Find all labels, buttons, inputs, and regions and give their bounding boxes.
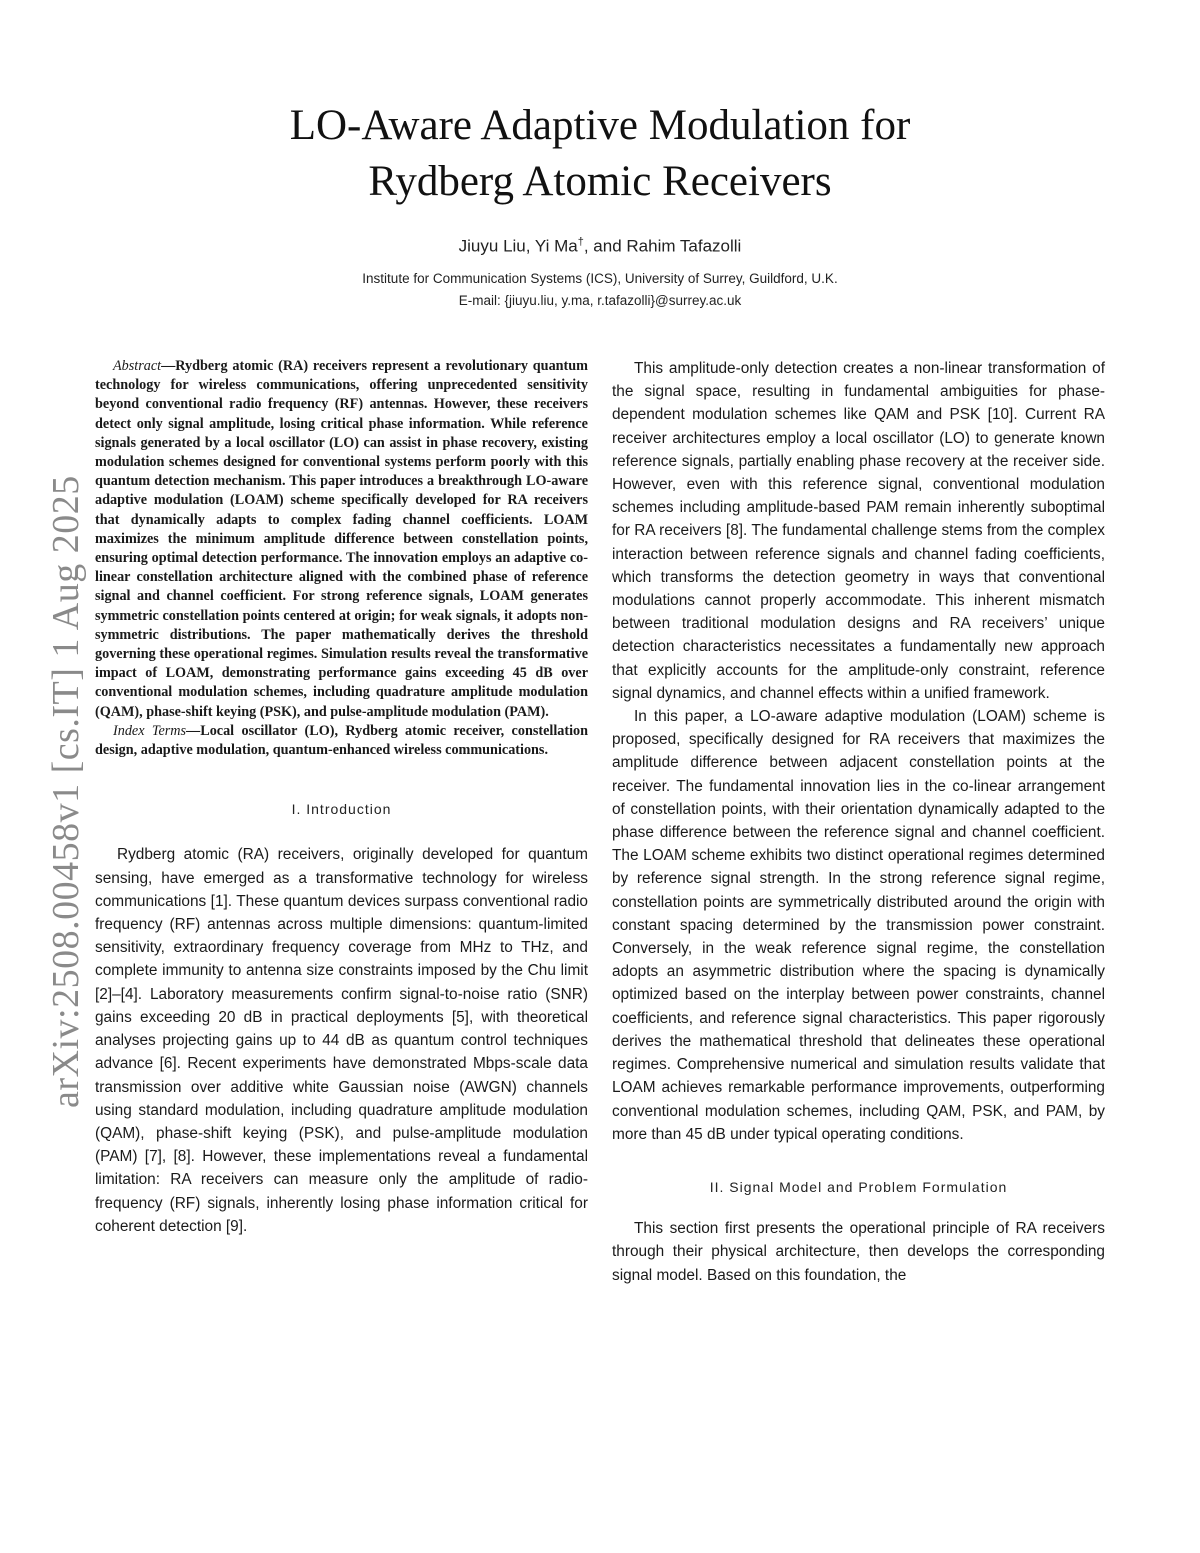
title-line-2: Rydberg Atomic Receivers [368,158,832,205]
index-terms-text: —Local oscillator (LO), Rydberg atomic receiver, constellation design, adaptive modulation, quantum-enhanced wireless communications. [95,722,588,759]
section-heading-introduction: I. Introduction [291,801,392,818]
right-column [612,357,1105,1287]
affiliation-block [150,268,1050,312]
email-line: E-mail: {jiuyu.liu, y.ma, r.tafazolli}@surrey.ac.uk [458,293,742,308]
introduction-paragraph-1: Rydberg atomic (RA) receivers, originally developed for quantum sensing, have emerged as a transformative technology for wireless communications [1]. These quantum devices surpass conventional radio frequency (RF) antennas across multiple dimensions: quantum-limited sensitivity, extraordinary frequency coverage from MHz to THz, and complete immunity to antenna size constraints imposed by the Chu limit [2]–[4]. Laboratory measurements confirm signal-to-noise ratio (SNR) gains exceeding 20 dB in practical deployments [5], with theoretical analyses projecting gains up to 44 dB as quantum control techniques advance [6]. Recent experiments have demonstrated Mbps-scale data transmission over additive white Gaussian noise (AWGN) channels using standard modulation, including quadrature amplitude modulation (QAM), phase-shift keying (PSK), and pulse-amplitude modulation (PAM) [7], [8]. However, these implementations reveal a fundamental limitation: RA receivers can measure only the amplitude of radio-frequency (RF) signals, inherently losing phase information critical for coherent detection [9]. [95,846,588,1235]
section-heading-signal-model: II. Signal Model and Problem Formulation [709,1178,1008,1195]
index-terms-label: Index Terms [113,722,187,739]
corresponding-author-mark: † [577,236,584,248]
left-column [95,357,588,1238]
introduction-paragraph-2: This amplitude-only detection creates a non-linear transformation of the signal space, resulting in fundamental ambiguities for phase-dependent modulation schemes like QAM and PSK [10]. Current RA receiver architectures employ a local oscillator (LO) to generate known reference signals, partially enabling phase recovery at the receiver side. However, even with this reference signal, conventional modulation schemes including amplitude-based PAM remain inherently suboptimal for RA receivers [8]. The fundamental challenge stems from the complex interaction between reference signals and channel fading coefficients, which transforms the detection geometry in ways that conventional modulations cannot properly accommodate. This inherent mismatch between traditional modulation designs and RA receivers’ unique detection characteristics necessitates a fundamentally new approach that explicitly accounts for the amplitude-only constraint, reference signal dynamics, and channel effects within a unified framework. [612,360,1105,702]
arxiv-identifier-stamp: arXiv:2508.00458v1 [cs.IT] 1 Aug 2025 [45,475,87,1108]
abstract-text: —Rydberg atomic (RA) receivers represent a revolutionary quantum technology for wireless communications, offering unprecedented sensitivity beyond conventional radio frequency (RF) antennas. However, these receivers detect only signal amplitude, losing critical phase information. While reference signals generated by a local oscillator (LO) can assist in phase recovery, existing modulation schemes designed for conventional systems perform poorly with this quantum detection mechanism. This paper introduces a breakthrough LO-aware adaptive modulation (LOAM) scheme specifically developed for RA receivers that dynamically adapts to complex fading channel coefficients. LOAM maximizes the minimum amplitude difference between constellation points, ensuring optimal detection performance. The innovation employs an adaptive co-linear constellation architecture aligned with the combined phase of reference signal and channel coefficient. For strong reference signals, LOAM generates symmetric constellation points centered at origin; for weak signals, it adopts non-symmetric distributions. The paper mathematically derives the threshold governing these operational regimes. Simulation results reveal the transformative impact of LOAM, demonstrating performance gains exceeding 45 dB over conventional modulation schemes, including quadrature amplitude modulation (QAM), phase-shift keying (PSK), and pulse-amplitude modulation (PAM). [95,358,588,720]
abstract [95,357,588,722]
authors-names-rest: , and Rahim Tafazolli [583,236,742,256]
paper-title [150,98,1050,210]
author-list [150,236,1050,257]
affiliation: Institute for Communication Systems (ICS), University of Surrey, Guildford, U.K. [362,271,838,286]
signal-model-paragraph-1: This section first presents the operational principle of RA receivers through their physical architecture, then develops the corresponding signal model. Based on this foundation, the [612,1220,1105,1284]
introduction-paragraph-3: In this paper, a LO-aware adaptive modulation (LOAM) scheme is proposed, specifically designed for RA receivers that maximizes the amplitude difference between adjacent constellation points at the receiver. The fundamental innovation lies in the co-linear arrangement of constellation points, with their orientation dynamically adapted to the phase difference between the reference signal and channel coefficient. The LOAM scheme exhibits two distinct operational regimes determined by reference signal strength. In the strong reference signal regime, constellation points are symmetrically distributed around the origin with constant spacing determined by the transmission power constraint. Conversely, in the weak reference signal regime, the constellation adopts an asymmetric distribution where the spacing is dynamically optimized based on the interplay between power constraints, channel coefficients, and reference signal characteristics. This paper rigorously derives the mathematical threshold that delineates these operational regimes. Comprehensive numerical and simulation results validate that LOAM achieves remarkable performance improvements, outperforming conventional modulation schemes, including QAM, PSK, and PAM, by more than 45 dB under typical operating conditions. [612,708,1105,1143]
authors-names: Jiuyu Liu, Yi Ma [458,236,578,256]
title-line-1: LO-Aware Adaptive Modulation for [289,102,911,149]
index-terms [95,722,588,760]
abstract-label: Abstract [113,358,162,374]
